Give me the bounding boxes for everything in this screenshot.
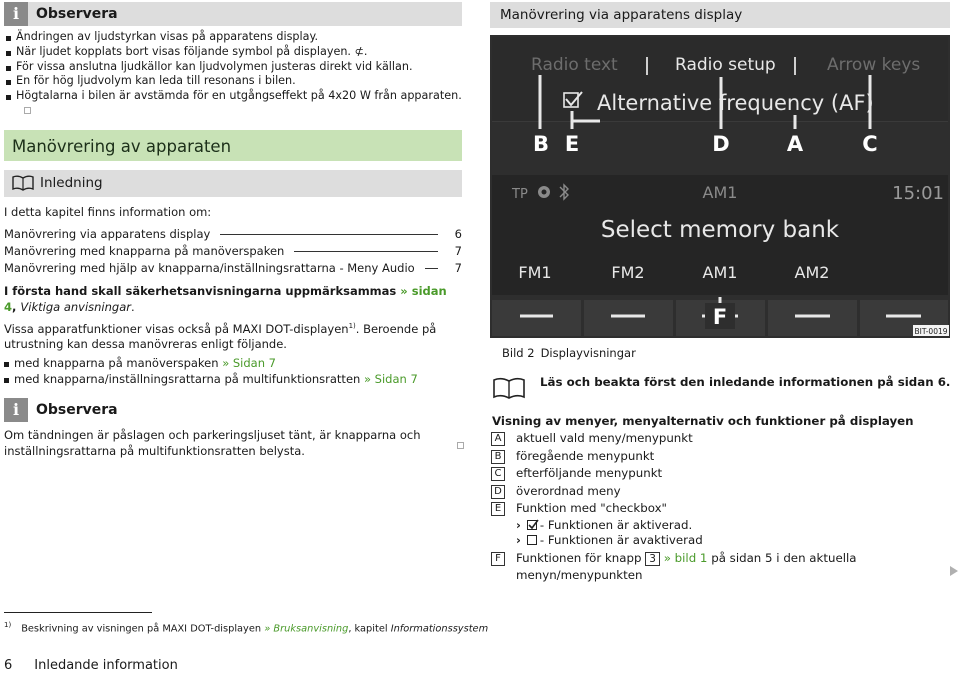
- toc-leader: [425, 268, 438, 269]
- chevron-right-icon: ›: [516, 532, 521, 547]
- info-icon: i: [4, 2, 28, 26]
- figure-caption: [502, 345, 636, 362]
- bank-fm2: FM2: [611, 263, 645, 282]
- toc-item[interactable]: [4, 243, 462, 260]
- toc-item[interactable]: [4, 226, 462, 243]
- toc-page: 7: [454, 244, 462, 258]
- note-bottom-title: Observera: [36, 402, 118, 418]
- toc-label: Manövrering via apparatens display: [4, 227, 211, 241]
- legend-key: E: [491, 502, 505, 516]
- op-text: med knapparna/inställningsrattarna på multifunktionsratten: [14, 371, 361, 386]
- marker-e: E: [564, 132, 580, 156]
- display-illustration: [490, 35, 950, 338]
- book-icon: [12, 174, 34, 191]
- list-item: För vissa anslutna ljudkällor kan ljudvolymen justeras direkt vid källan.: [6, 60, 476, 75]
- legend-text: överordnad meny: [516, 483, 621, 498]
- safety-paragraph: [4, 284, 462, 315]
- note-top-header: [4, 2, 462, 26]
- legend-item: [491, 500, 951, 548]
- intro-lead: I detta kapitel finns information om:: [4, 205, 212, 219]
- list-item: [4, 372, 464, 388]
- legend-key: F: [491, 552, 505, 566]
- toc-leader: [220, 234, 438, 235]
- info-icon: i: [4, 398, 28, 422]
- band-indicator: AM1: [702, 183, 738, 202]
- page-number: 6: [4, 658, 13, 673]
- op-link[interactable]: » Sidan 7: [222, 356, 276, 370]
- legend-text: efterföljande menypunkt: [516, 466, 663, 480]
- list-item: En för hög ljudvolym kan leda till resonans i bilen.: [6, 74, 476, 89]
- safety-end: .: [131, 299, 135, 314]
- bank-am1: AM1: [702, 263, 738, 282]
- list-item-text: Högtalarna i bilen är avstämda för en utgångseffekt på 4x20 W från apparaten.: [16, 89, 462, 103]
- toc-page: 7: [454, 261, 462, 275]
- knob-3-button: 3: [645, 552, 660, 566]
- book-icon: [493, 376, 525, 400]
- legend-text: Funktionen för knapp: [516, 550, 642, 565]
- checked-text: - Funktionen är aktiverad.: [539, 517, 693, 532]
- legend-key: B: [491, 450, 505, 464]
- bank-fm1: FM1: [518, 263, 552, 282]
- read-first-note: Läs och beakta först den inledande informationen på sidan 6.: [540, 375, 951, 389]
- legend-sub-item: [516, 518, 951, 533]
- toc-leader: [294, 251, 438, 252]
- safety-link[interactable]: » sidan 4: [4, 284, 447, 314]
- footnote-text: Beskrivning av visningen på MAXI DOT-displayen: [21, 623, 262, 635]
- legend-item: [491, 483, 951, 501]
- checkbox-checked-icon: [527, 520, 537, 530]
- safety-italic: Viktiga anvisningar: [20, 299, 131, 314]
- note-bottom-body: Om tändningen är påslagen och parkeringsljuset tänt, är knapparna och inställningsrattarna på multifunktionsratten belysta.: [4, 428, 421, 458]
- unchecked-text: - Funktionen är avaktiverad: [539, 532, 703, 547]
- note-top-title: Observera: [36, 6, 118, 22]
- clock: 15:01: [892, 183, 944, 204]
- legend-key: C: [491, 467, 505, 481]
- footer-title: Inledande information: [34, 658, 178, 673]
- legend-key: A: [491, 432, 505, 446]
- safety-sep: ,: [12, 299, 21, 314]
- checkbox-unchecked-icon: [527, 535, 537, 545]
- toc-label: Manövrering med knapparna på manöverspaken: [4, 244, 285, 258]
- continue-arrow-icon: [950, 566, 958, 576]
- legend-text: på sidan 5 i den aktuella menyn/menypunkten: [516, 550, 857, 582]
- maxi-text-post: . Beroende på utrustning kan dessa manövreras enligt följande.: [4, 321, 437, 352]
- legend-text: aktuell vald meny/menypunkt: [516, 431, 693, 445]
- bank-am2: AM2: [794, 263, 830, 282]
- tab-radio-setup: Radio setup: [675, 55, 776, 75]
- chevron-right-icon: ›: [516, 517, 521, 532]
- screen-message: Select memory bank: [600, 217, 840, 243]
- footnote-ref[interactable]: 1): [348, 322, 356, 330]
- intro-header: [4, 170, 462, 197]
- toc-page: 6: [454, 227, 462, 241]
- marker-b: B: [532, 132, 550, 156]
- figure-header: [490, 2, 950, 28]
- legend-key: D: [491, 485, 505, 499]
- section-end-icon: [24, 107, 31, 114]
- figure-heading: Manövrering via apparatens display: [500, 7, 743, 23]
- legend-text: Funktion med "checkbox": [516, 501, 667, 515]
- legend-item: [491, 430, 951, 448]
- legend-sub-item: [516, 533, 951, 548]
- footnote-mark: 1): [4, 621, 12, 629]
- footnote-rule: [4, 612, 152, 613]
- figure-link[interactable]: » bild 1: [663, 550, 708, 565]
- section-header: [4, 130, 462, 161]
- marker-f: F: [712, 305, 728, 329]
- af-menu-item: Alternative frequency (AF): [597, 91, 874, 115]
- maxi-paragraph: [4, 319, 462, 353]
- page-footer: [4, 657, 178, 673]
- tab-radio-text: Radio text: [531, 55, 618, 75]
- safety-text: I första hand skall säkerhetsanvisningarna uppmärksammas: [4, 284, 397, 298]
- footnote: [4, 620, 488, 636]
- note-bottom-header: [4, 398, 462, 422]
- note-top-list: [6, 30, 476, 119]
- footnote-mid: , kapitel: [348, 623, 388, 635]
- op-text: med knapparna på manöverspaken: [14, 356, 219, 370]
- maxi-text: Vissa apparatfunktioner visas också på MAXI DOT-displayen: [4, 321, 349, 336]
- legend-item: [491, 448, 951, 466]
- op-link[interactable]: » Sidan 7: [363, 371, 418, 386]
- footnote-link[interactable]: » Bruksanvisning: [264, 623, 349, 635]
- toc-list: [4, 226, 462, 277]
- tp-indicator: TP: [512, 187, 528, 202]
- toc-item[interactable]: [4, 260, 462, 277]
- footnote-italic: Informationssystem: [390, 623, 489, 635]
- list-item: När ljudet kopplats bort visas följande symbol på displayen. ⊄.: [6, 45, 476, 60]
- legend-list: [491, 430, 951, 585]
- list-item: [4, 356, 464, 372]
- figure-code: BIT-0019: [914, 327, 948, 336]
- marker-d: D: [712, 132, 730, 156]
- legend-text: föregående menypunkt: [516, 448, 655, 463]
- display-figure: [490, 35, 950, 338]
- section-end-icon: [457, 442, 464, 449]
- intro-title: Inledning: [40, 175, 103, 191]
- ops-list: [4, 356, 464, 387]
- legend-title: Visning av menyer, menyalternativ och funktioner på displayen: [492, 414, 914, 428]
- legend-item: [491, 550, 951, 585]
- list-item: [6, 89, 476, 119]
- marker-a: A: [786, 132, 804, 156]
- caption-label: Bild 2: [502, 346, 535, 360]
- marker-c: C: [862, 132, 878, 156]
- section-title: Manövrering av apparaten: [12, 137, 232, 156]
- tab-arrow-keys: Arrow keys: [827, 55, 921, 75]
- toc-label: Manövrering med hjälp av knapparna/inställningsrattarna - Meny Audio: [4, 261, 415, 275]
- caption-text: Displayvisningar: [540, 346, 636, 360]
- legend-item: [491, 465, 951, 483]
- list-item: Ändringen av ljudstyrkan visas på apparatens display.: [6, 30, 476, 45]
- record-icon: [538, 186, 550, 198]
